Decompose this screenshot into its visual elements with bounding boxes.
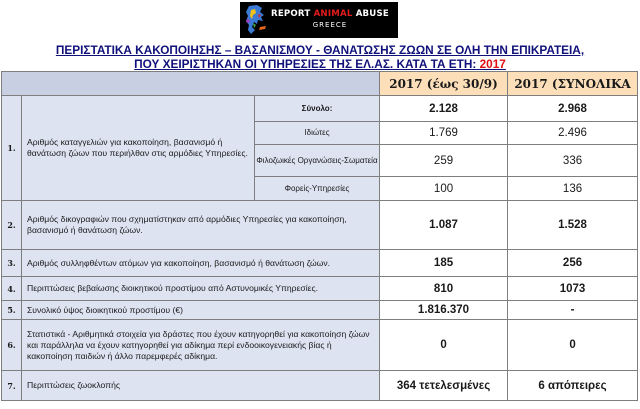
row-description: Στατιστικά - Αριθμητικά στοιχεία για δράστες που έχουν κατηγορηθεί για κακοποίηση ζώων και παράλληλα να έχουν κατηγορηθεί για αδίκημα περί ενδοοικογενειακής βίας ή κακοποίηση παιδιών ή άλλο παρεμφερές αδίκημα. <box>22 320 380 371</box>
value-cell: 1.769 <box>380 122 508 145</box>
value-cell: 2.128 <box>380 96 508 122</box>
value-cell: 364 τετελεσμένες <box>380 371 508 401</box>
sub-label: Σύνολο: <box>255 96 380 122</box>
row-description: Συνολικό ύψος διοικητικού προστίμου (€) <box>22 301 380 320</box>
header-blank-cell <box>2 72 380 96</box>
greece-map-icon <box>243 3 269 37</box>
value-cell: 1.816.370 <box>380 301 508 320</box>
page-title-line1: ΠΕΡΙΣΤΑΤΙΚΑ ΚΑΚΟΠΟΙΗΣΗΣ – ΒΑΣΑΝΙΣΜΟΥ - ΘΑΝΑΤΩΣΗΣ ΖΩΩΝ ΣΕ ΟΛΗ ΤΗΝ ΕΠΙΚΡΑΤΕΙΑ, <box>55 43 585 57</box>
row-description: Περιπτώσεις ζωοκλοπής <box>22 371 380 401</box>
col-header-2017-partial: 2017 (έως 30/9) <box>380 72 508 96</box>
logo-subtitle: GREECE <box>312 21 348 29</box>
sub-label: Φιλοζωικές Οργανώσεις-Σωματεία <box>255 145 380 177</box>
value-cell: 185 <box>380 250 508 277</box>
value-cell: 1.087 <box>380 201 508 250</box>
table-header-row <box>2 72 638 96</box>
row-number: 5. <box>2 301 22 320</box>
row-number: 4. <box>2 277 22 301</box>
page-title-line2: ΠΟΥ ΧΕΙΡΙΣΤΗΚΑΝ ΟΙ ΥΠΗΡΕΣΙΕΣ ΤΗΣ ΕΛ.ΑΣ. ΚΑΤΑ ΤΑ ΕΤΗ: 2017 <box>134 57 506 71</box>
sub-label: Ιδιώτες <box>255 122 380 145</box>
value-cell: 810 <box>380 277 508 301</box>
table-row <box>2 371 638 401</box>
row-number: 7. <box>2 371 22 401</box>
row-description: Αριθμός καταγγελιών για κακοποίηση, βασανισμό ή θανάτωση ζώων που περιήλθαν στις αρμόδιες Υπηρεσίες. <box>22 96 255 201</box>
value-cell: 336 <box>508 145 638 177</box>
value-cell: 0 <box>380 320 508 371</box>
table-row <box>2 277 638 301</box>
table-row <box>2 250 638 277</box>
table-row <box>2 301 638 320</box>
sub-label: Φορείς-Υπηρεσίες <box>255 177 380 201</box>
value-cell: 2.968 <box>508 96 638 122</box>
row-description: Περιπτώσεις βεβαίωσης διοικητικού προστίμου από Αστυνομικές Υπηρεσίες. <box>22 277 380 301</box>
value-cell: 6 απόπειρες <box>508 371 638 401</box>
value-cell: 2.496 <box>508 122 638 145</box>
row-number: 3. <box>2 250 22 277</box>
value-cell: 0 <box>508 320 638 371</box>
value-cell: 259 <box>380 145 508 177</box>
value-cell: 136 <box>508 177 638 201</box>
col-header-2017-total: 2017 (ΣΥΝΟΛΙΚΑ <box>508 72 638 96</box>
row-number: 2. <box>2 201 22 250</box>
value-cell: 256 <box>508 250 638 277</box>
value-cell: - <box>508 301 638 320</box>
table-row <box>2 96 638 122</box>
title-year: 2017 <box>479 57 506 71</box>
value-cell: 1073 <box>508 277 638 301</box>
value-cell: 1.528 <box>508 201 638 250</box>
logo-title: REPORT ANIMAL ABUSE <box>271 9 389 19</box>
statistics-table <box>1 71 638 401</box>
row-description: Αριθμός δικογραφιών που σχηματίστηκαν από αρμόδιες Υπηρεσίες για κακοποίηση, βασανισμό ή θανάτωση ζώων. <box>22 201 380 250</box>
logo <box>240 2 398 38</box>
table-row <box>2 201 638 250</box>
row-description: Αριθμός συλληφθέντων ατόμων για κακοποίηση, βασανισμό ή θανάτωση ζώων. <box>22 250 380 277</box>
row-number: 6. <box>2 320 22 371</box>
row-number: 1. <box>2 96 22 201</box>
table-row <box>2 320 638 371</box>
value-cell: 100 <box>380 177 508 201</box>
